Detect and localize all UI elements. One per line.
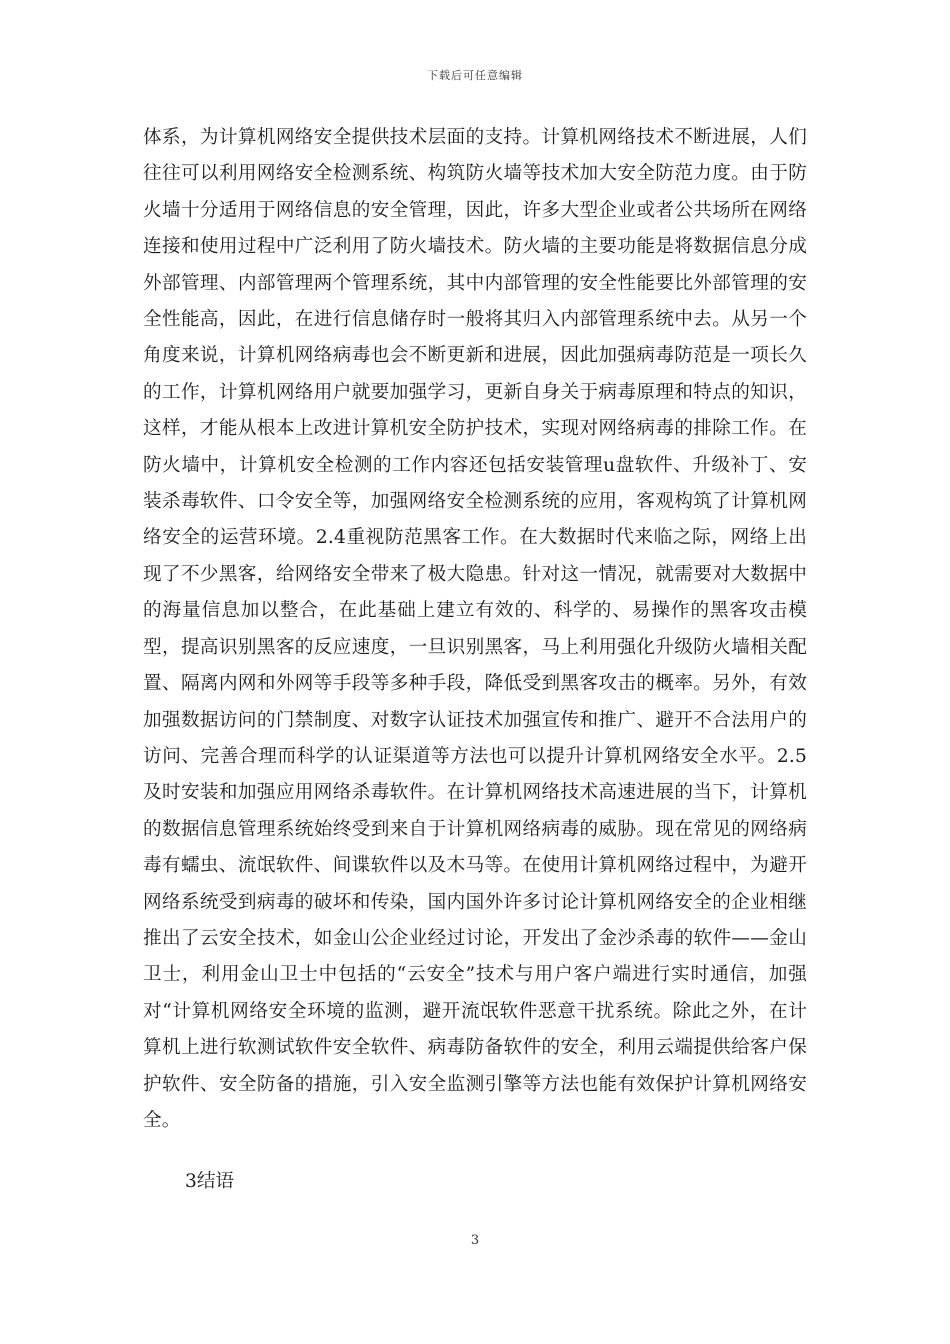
body-paragraph: 体系，为计算机网络安全提供技术层面的支持。计算机网络技术不断进展，人们往往可以利用网络安全检测系统、构筑防火墙等技术加大安全防范力度。由于防火墙十分适用于网络信息的安全管理，因此，许多大型企业或者公共场所在网络连接和使用过程中广泛利用了防火墙技术。防火墙的主要功能是将数据信息分成外部管理、内部管理两个管理系统，其中内部管理的安全性能要比外部管理的安全性能高，因此，在进行信息储存时一般将其归入内部管理系统中去。从另一个角度来说，计算机网络病毒也会不断更新和进展，因此加强病毒防范是一项长久的工作，计算机网络用户就要加强学习，更新自身关于病毒原理和特点的知识，这样，才能从根本上改进计算机安全防护技术，实现对网络病毒的排除工作。在防火墙中，计算机安全检测的工作内容还包括安装管理u盘软件、升级补丁、安装杀毒软件、口令安全等，加强网络安全检测系统的应用，客观构筑了计算机网络安全的运营环境。2.4重视防范黑客工作。在大数据时代来临之际，网络上出现了不少黑客，给网络安全带来了极大隐患。针对这一情况，就需要对大数据中的海量信息加以整合，在此基础上建立有效的、科学的、易操作的黑客攻击模型，提高识别黑客的反应速度，一旦识别黑客，马上利用强化升级防火墙相关配置、隔离内网和外网等手段等多种手段，降低受到黑客攻击的概率。另外，有效加强数据访问的门禁制度、对数字认证技术加强宣传和推广、避开不合法用户的访问、完善合理而科学的认证渠道等方法也可以提升计算机网络安全水平。2.5及时安装和加强应用网络杀毒软件。在计算机网络技术高速进展的当下，计算机的数据信息管理系统始终受到来自于计算机网络病毒的威胁。现在常见的网络病毒有蠕虫、流氓软件、间谍软件以及木马等。在使用计算机网络过程中，为避开网络系统受到病毒的破坏和传染，国内国外许多讨论计算机网络安全的企业相继推出了云安全技术，如金山公企业经过讨论，开发出了金沙杀毒的软件——金山卫士，利用金山卫士中包括的“云安全”技术与用户客户端进行实时通信，加强对“计算机网络安全环境的监测，避开流氓软件恶意干扰系统。除此之外，在计算机上进行软测试软件安全软件、病毒防备软件的安全，利用云端提供给客户保护软件、安全防备的措施，引入安全监测引擎等方法也能有效保护计算机网络安全。 (143, 127, 807, 1131)
page-header: 下载后可任意编辑 (427, 69, 523, 82)
section-heading-conclusion: 3结语 (185, 1171, 235, 1192)
page-number: 3 (470, 1233, 480, 1248)
